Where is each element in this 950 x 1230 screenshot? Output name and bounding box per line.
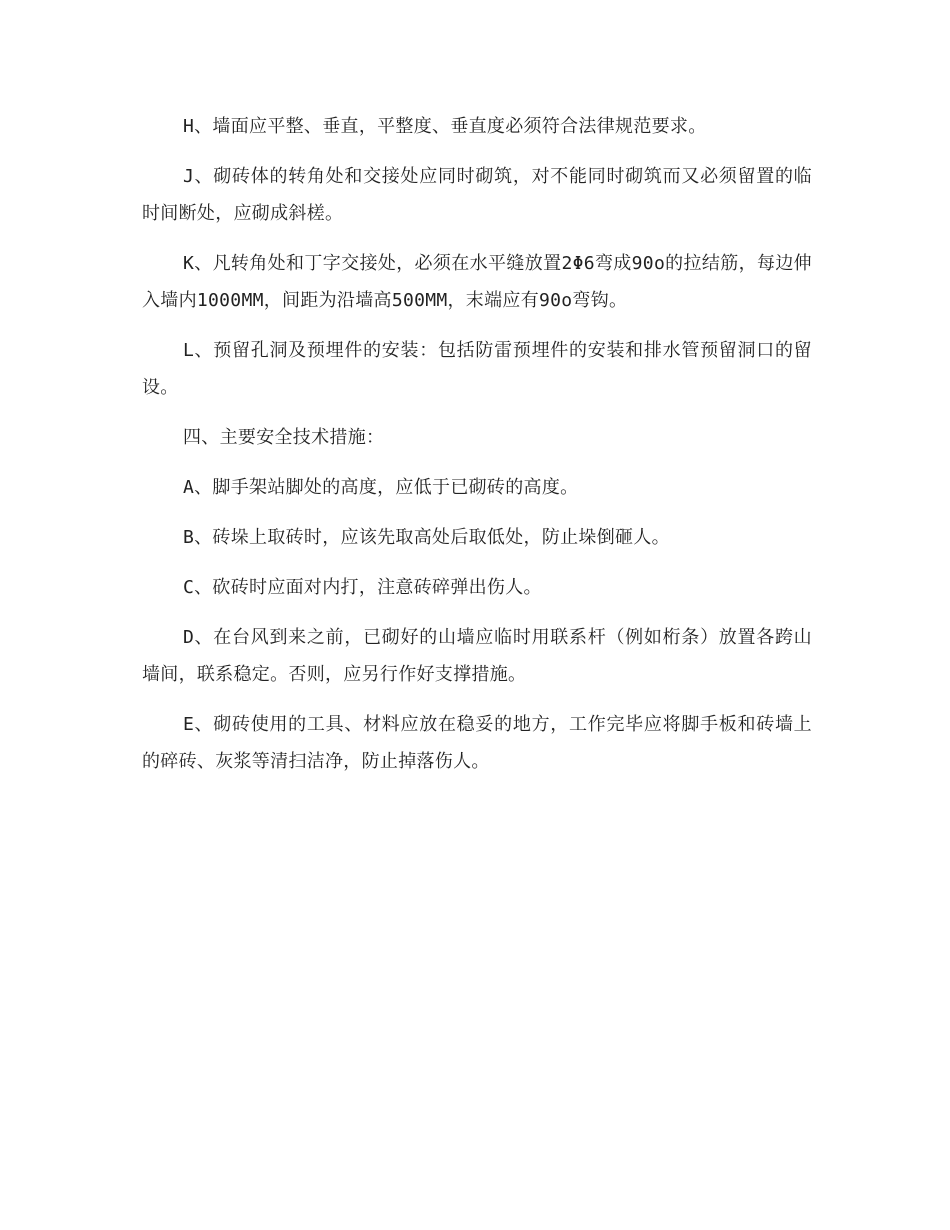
section-heading-safety: 四、主要安全技术措施： [183, 427, 385, 448]
paragraph-j: J、砌砖体的转角处和交接处应同时砌筑，对不能同时砌筑而又必须留置的临时间断处，应砌成斜槎。 [142, 166, 812, 224]
paragraph-e: E、砌砖使用的工具、材料应放在稳妥的地方，工作完毕应将脚手板和砖墙上的碎砖、灰浆等清扫洁净，防止掉落伤人。 [142, 714, 812, 772]
paragraph-b: B、砖垛上取砖时，应该先取高处后取低处，防止垛倒砸人。 [183, 527, 670, 548]
paragraph-d: D、在台风到来之前，已砌好的山墙应临时用联系杆（例如桁条）放置各跨山墙间，联系稳定。否则，应另行作好支撑措施。 [142, 627, 812, 685]
paragraph-a: A、脚手架站脚处的高度，应低于已砌砖的高度。 [183, 477, 579, 498]
paragraph-l: L、预留孔洞及预埋件的安装：包括防雷预埋件的安装和排水管预留洞口的留设。 [142, 340, 812, 398]
paragraph-k: K、凡转角处和丁字交接处，必须在水平缝放置2Φ6弯成90o的拉结筋，每边伸入墙内1000MM，间距为沿墙高500MM，末端应有90o弯钩。 [142, 253, 812, 311]
paragraph-h: H、墙面应平整、垂直，平整度、垂直度必须符合法律规范要求。 [183, 116, 707, 137]
document-body [142, 108, 812, 793]
paragraph-c: C、砍砖时应面对内打，注意砖碎弹出伤人。 [183, 577, 542, 598]
